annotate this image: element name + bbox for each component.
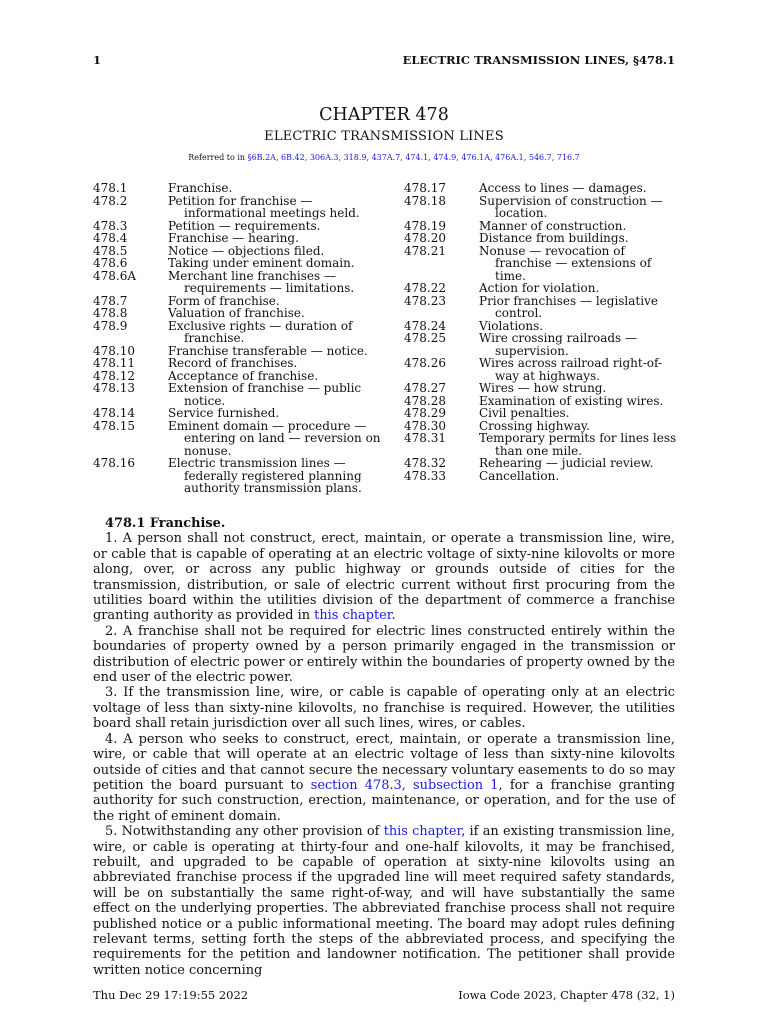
toc-section-number: 478.21: [404, 243, 446, 258]
chapter-subtitle: ELECTRIC TRANSMISSION LINES: [264, 129, 504, 144]
toc-section-title: Valuation of franchise.: [168, 306, 305, 320]
paragraph-1: 1. A person shall not construct, erect, maintain, or operate a transmission line, wire, or cable that is capable of operating at an electric voltage of sixty-nine kilovolts or more along, over, or across any public highway or grounds outside of cities for the transmission, distribution, or sale of electric current without first procuring from the utilities board within the utilities division of the department of commerce a franchise granting authority as provided in this chapter.: [93, 531, 675, 624]
toc-entry[interactable]: [404, 295, 679, 320]
paragraph-5: 5. Notwithstanding any other provision of this chapter, if an existing transmission line, wire, or cable is operating at thirty-four and one-half kilovolts, it may be franchised, rebuilt, and upgraded to be capable of operation at sixty-nine kilovolts using an abbreviated franchise process if the upgraded line will meet required safety standards, will be on substantially the same right-of-way, and will have substantially the same effect on the underlying properties. The abbreviated franchise process shall not require published notice or a public informational meeting. The board may adopt rules defining relevant terms, setting forth the steps of the abbreviated process, and specifying the requirements for the petition and landowner notification. The petitioner shall provide written notice concerning: [93, 824, 675, 978]
section-heading: 478.1 Franchise.: [105, 516, 226, 531]
toc-section-number: 478.18: [404, 193, 446, 208]
toc-section-title: Violations.: [479, 318, 544, 333]
toc-section-number: 478.27: [404, 381, 446, 395]
toc-section-title: Cancellation.: [479, 468, 560, 483]
toc-section-number: 478.28: [404, 393, 446, 408]
toc-entry[interactable]: [93, 195, 393, 220]
toc-section-title: Notice — objections filed.: [168, 243, 325, 258]
toc-entry[interactable]: [93, 457, 393, 495]
toc-section-title: Franchise transferable — notice.: [168, 343, 368, 358]
toc-entry[interactable]: [404, 195, 679, 220]
toc-section-number: 478.16: [93, 456, 135, 470]
toc-section-title: Extension of franchise — public notice.: [168, 381, 362, 408]
toc-section-number: 478.10: [93, 343, 135, 358]
toc-section-number: 478.17: [404, 181, 446, 195]
toc-section-number: 478.24: [404, 318, 446, 333]
toc-entry[interactable]: [93, 232, 393, 245]
toc-section-number: 478.3: [93, 218, 128, 233]
toc-section-title: Supervision of construction — location.: [479, 193, 663, 220]
toc-section-number: 478.1: [93, 181, 128, 195]
toc-section-number: 478.13: [93, 381, 135, 395]
toc-right-column: [404, 182, 679, 482]
toc-entry[interactable]: [93, 182, 393, 195]
toc-section-number: 478.22: [404, 281, 446, 295]
toc-section-title: Acceptance of franchise.: [168, 368, 319, 383]
paragraph-3: 3. If the transmission line, wire, or cable is capable of operating only at an electric voltage of less than sixty-nine kilovolts, no franchise is required. However, the utilities board shall retain jurisdiction over all such lines, wires, or cables.: [93, 685, 675, 732]
toc-entry[interactable]: [93, 307, 393, 320]
toc-entry[interactable]: [93, 257, 393, 270]
toc-section-number: 478.12: [93, 368, 135, 383]
toc-section-title: Petition for franchise — informational meetings held.: [168, 193, 360, 220]
toc-section-title: Taking under eminent domain.: [168, 256, 355, 270]
toc-section-title: Crossing highway.: [479, 418, 590, 433]
toc-entry[interactable]: [404, 282, 679, 295]
toc-section-title: Wires across railroad right-of-way at highways.: [479, 356, 663, 383]
referred-links[interactable]: §6B.2A, 6B.42, 306A.3, 318.9, 437A.7, 474.1, 474.9, 476.1A, 476A.1, 546.7, 716.7: [247, 153, 580, 162]
toc-section-number: 478.32: [404, 456, 446, 470]
toc-section-number: 478.5: [93, 243, 128, 258]
toc-section-number: 478.19: [404, 218, 446, 233]
referred-to-line: [0, 153, 768, 162]
toc-section-title: Rehearing — judicial review.: [479, 456, 654, 470]
toc-section-number: 478.31: [404, 431, 446, 445]
toc-entry[interactable]: [93, 320, 393, 345]
toc-section-title: Electric transmission lines — federally registered planning authority transmission plans.: [168, 456, 362, 495]
toc-section-title: Manner of construction.: [479, 218, 627, 233]
toc-section-number: 478.7: [93, 293, 128, 308]
toc-entry[interactable]: [404, 332, 679, 357]
toc-section-title: Action for violation.: [479, 281, 600, 295]
section-body: [93, 516, 675, 978]
running-title: ELECTRIC TRANSMISSION LINES, §478.1: [402, 53, 675, 67]
toc-entry[interactable]: [93, 420, 393, 458]
toc-entry[interactable]: [404, 182, 679, 195]
toc-section-number: 478.9: [93, 318, 128, 333]
toc-section-title: Service furnished.: [168, 406, 280, 420]
toc-entry[interactable]: [404, 470, 679, 483]
toc-section-title: Exclusive rights — duration of franchise.: [168, 318, 353, 345]
toc-section-number: 478.6: [93, 256, 128, 270]
toc-entry[interactable]: [404, 432, 679, 457]
toc-entry[interactable]: [404, 245, 679, 283]
toc-section-title: Nonuse — revocation of franchise — extensions of time.: [479, 243, 652, 283]
toc-section-number: 478.20: [404, 231, 446, 245]
toc-section-title: Prior franchises — legislative control.: [479, 293, 658, 320]
toc-section-title: Wire crossing railroads — supervision.: [479, 331, 638, 358]
chapter-title: CHAPTER 478: [319, 105, 449, 125]
toc-entry[interactable]: [404, 382, 679, 395]
toc-section-title: Petition — requirements.: [168, 218, 321, 233]
footer-timestamp: Thu Dec 29 17:19:55 2022: [93, 988, 249, 1002]
toc-entry[interactable]: [404, 232, 679, 245]
toc-section-title: Franchise — hearing.: [168, 231, 299, 245]
toc-section-number: 478.15: [93, 418, 135, 433]
referred-prefix: Referred to in: [188, 153, 248, 162]
toc-section-number: 478.2: [93, 193, 128, 208]
footer-citation: Iowa Code 2023, Chapter 478 (32, 1): [458, 988, 675, 1002]
toc-left-column: [93, 182, 393, 495]
page-number: 1: [93, 53, 102, 67]
toc-section-number: 478.33: [404, 468, 446, 483]
toc-entry[interactable]: [93, 407, 393, 420]
toc-section-title: Eminent domain — procedure — entering on land — reversion on nonuse.: [168, 418, 381, 458]
paragraph-2: 2. A franchise shall not be required for electric lines constructed entirely within the boundaries of property owned by a person primarily engaged in the transmission or distribution of electric power or entirely within the boundaries of property owned by the end user of the electric power.: [93, 623, 675, 686]
toc-entry[interactable]: [93, 357, 393, 370]
page-header: [93, 53, 675, 69]
toc-section-number: 478.30: [404, 418, 446, 433]
toc-entry[interactable]: [404, 457, 679, 470]
chapter-link[interactable]: this chapter: [383, 824, 462, 840]
section-478-3-link[interactable]: section 478.3, subsection 1: [310, 777, 499, 793]
toc-section-number: 478.23: [404, 293, 446, 308]
toc-section-title: Civil penalties.: [479, 406, 570, 420]
toc-section-title: Form of franchise.: [168, 293, 280, 308]
toc-section-number: 478.4: [93, 231, 128, 245]
toc-section-title: Merchant line franchises — requirements — limitations.: [168, 268, 355, 295]
toc-section-number: 478.11: [93, 356, 135, 370]
toc-section-number: 478.14: [93, 406, 135, 420]
toc-section-title: Examination of existing wires.: [479, 393, 664, 408]
toc-entry[interactable]: [404, 407, 679, 420]
paragraph-4: 4. A person who seeks to construct, erect, maintain, or operate a transmission line, wire, or cable that will operate at an electric voltage of less than sixty-nine kilovolts outside of cities and that cannot secure the necessary voluntary easements to do so may petition the board pursuant to section 478.3, subsection 1, for a franchise granting authority for such construction, erection, maintenance, or operation, and for the use of the right of eminent domain.: [93, 731, 675, 824]
toc-section-number: 478.26: [404, 356, 446, 370]
toc-section-number: 478.25: [404, 331, 446, 345]
toc-entry[interactable]: [93, 382, 393, 407]
toc-section-number: 478.6A: [93, 268, 137, 283]
chapter-link[interactable]: this chapter: [314, 608, 392, 624]
toc-section-title: Record of franchises.: [168, 356, 298, 370]
toc-section-title: Wires — how strung.: [479, 381, 607, 395]
toc-section-title: Franchise.: [168, 181, 233, 195]
toc-section-title: Access to lines — damages.: [479, 181, 647, 195]
toc-entry[interactable]: [404, 357, 679, 382]
toc-section-number: 478.8: [93, 306, 128, 320]
page-footer: [93, 988, 675, 1004]
toc-section-title: Temporary permits for lines less than one mile.: [479, 431, 677, 458]
toc-entry[interactable]: [93, 270, 393, 295]
toc-section-title: Distance from buildings.: [479, 231, 629, 245]
toc-section-number: 478.29: [404, 406, 446, 420]
